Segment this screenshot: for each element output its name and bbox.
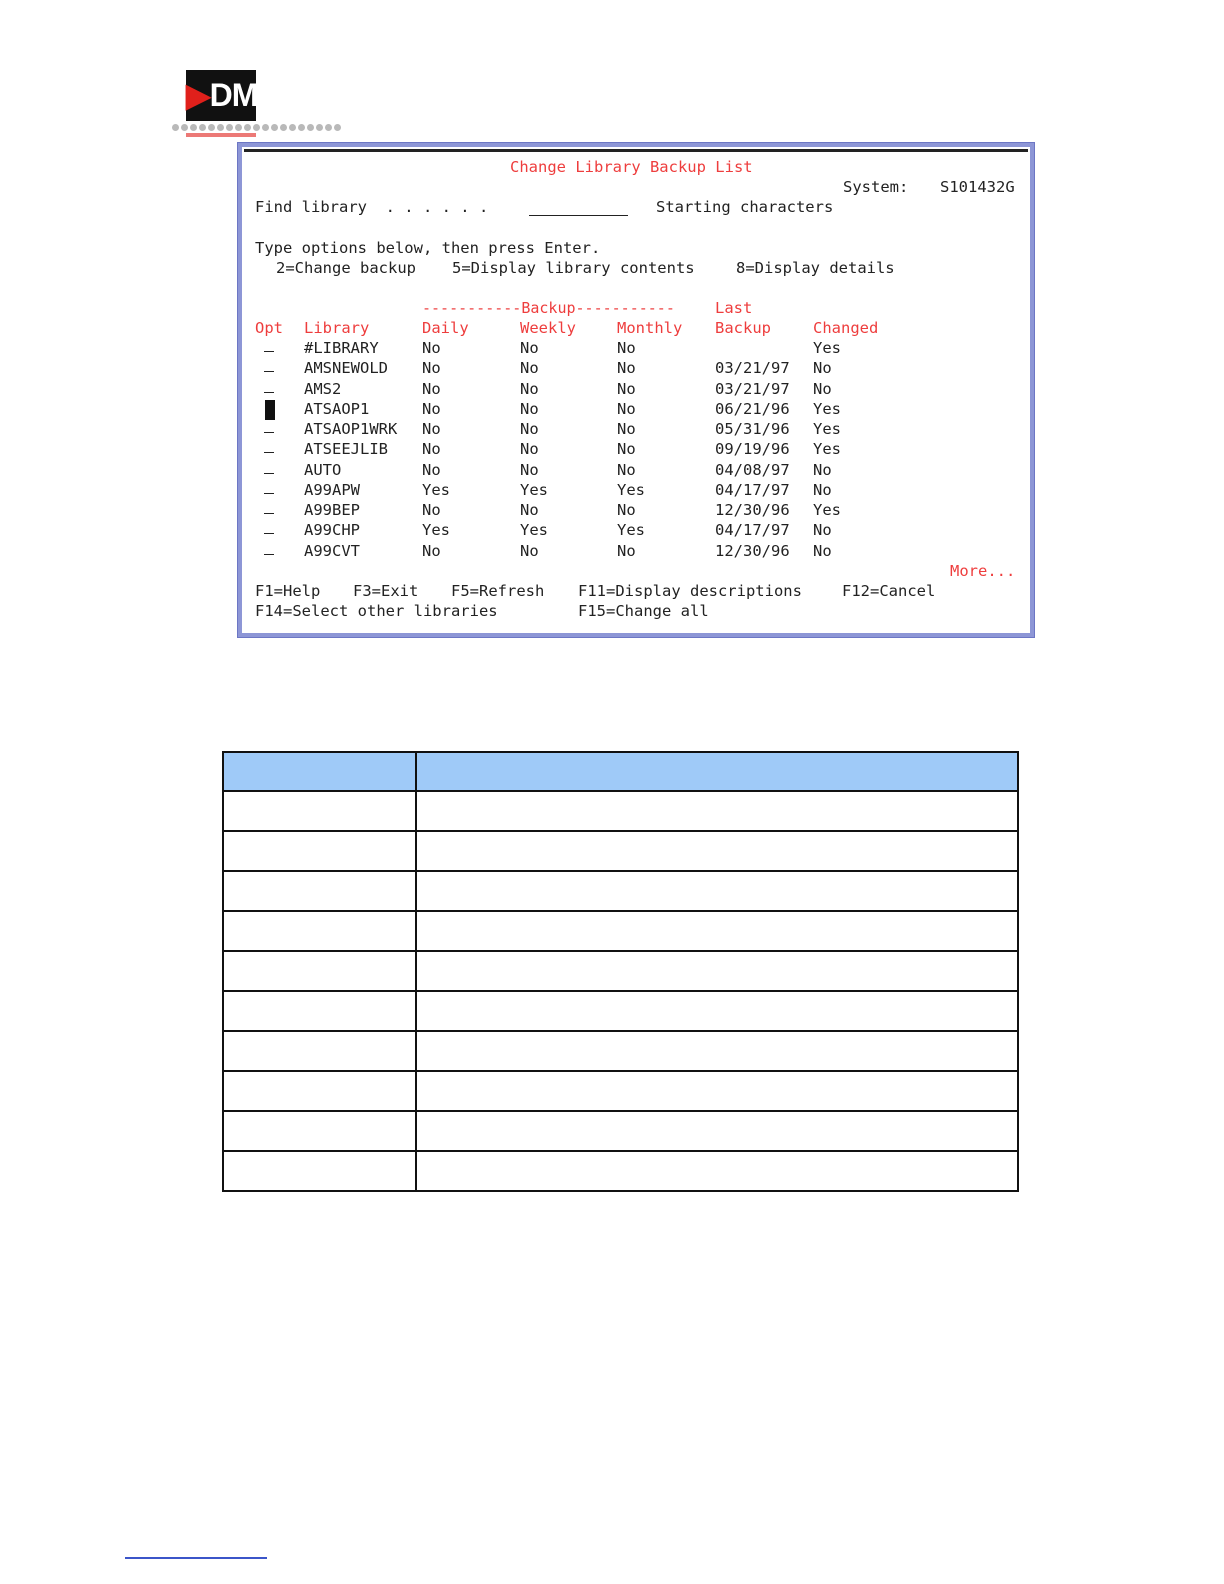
- dms-logo: [172, 70, 342, 140]
- row-weekly: No: [520, 440, 539, 459]
- row-monthly: No: [617, 420, 636, 438]
- row-daily: No: [422, 460, 441, 479]
- row-library: AMSNEWOLD: [304, 359, 388, 378]
- table-header-cell: [223, 752, 416, 791]
- row-last-backup: 12/30/96: [715, 541, 790, 560]
- col-changed: Changed: [813, 319, 879, 337]
- row-monthly: No: [617, 440, 636, 459]
- opt-input[interactable]: [264, 452, 274, 453]
- row-weekly: No: [520, 359, 539, 378]
- row-last-backup: 06/21/96: [715, 399, 790, 418]
- row-changed: Yes: [813, 440, 841, 459]
- col-backup: Backup: [715, 319, 771, 337]
- opt-input[interactable]: [264, 371, 274, 372]
- opt-input[interactable]: [264, 513, 274, 514]
- row-library: A99CVT: [304, 541, 360, 560]
- row-daily: Yes: [422, 480, 450, 499]
- table-header-row: [223, 752, 1018, 791]
- more-indicator: More...: [950, 562, 1016, 580]
- row-monthly: No: [617, 379, 636, 398]
- row-last-backup: 04/17/97: [715, 521, 790, 540]
- row-monthly: No: [617, 460, 636, 479]
- row-weekly: No: [520, 339, 539, 357]
- system-value: S101432G: [940, 178, 1015, 196]
- starting-characters-label: Starting characters: [656, 198, 834, 216]
- table-row: [223, 1111, 1018, 1151]
- row-changed: No: [813, 541, 832, 560]
- table-row: [223, 831, 1018, 871]
- row-weekly: Yes: [520, 521, 548, 540]
- table-row: [223, 791, 1018, 831]
- table-row: [223, 991, 1018, 1031]
- row-monthly: No: [617, 339, 636, 357]
- row-last-backup: 04/08/97: [715, 460, 790, 479]
- row-last-backup: 12/30/96: [715, 501, 790, 519]
- row-changed: No: [813, 521, 832, 540]
- fkey-select-other[interactable]: F14=Select other libraries: [255, 602, 498, 620]
- table-row: [223, 911, 1018, 951]
- find-library-input[interactable]: [529, 215, 628, 216]
- row-changed: No: [813, 480, 832, 499]
- table-row: [223, 1031, 1018, 1071]
- row-daily: No: [422, 359, 441, 378]
- opt-input[interactable]: [264, 392, 274, 393]
- row-daily: No: [422, 399, 441, 418]
- row-changed: Yes: [813, 399, 841, 418]
- opt-input[interactable]: [264, 493, 274, 494]
- screen-title: Change Library Backup List: [510, 158, 753, 176]
- row-daily: Yes: [422, 521, 450, 540]
- fkey-exit[interactable]: F3=Exit: [353, 582, 419, 600]
- row-monthly: No: [617, 399, 636, 418]
- row-monthly: No: [617, 359, 636, 378]
- row-weekly: No: [520, 379, 539, 398]
- table-row: [223, 1151, 1018, 1191]
- instructions-text: Type options below, then press Enter.: [255, 239, 601, 257]
- row-last-backup: 03/21/97: [715, 359, 790, 378]
- row-daily: No: [422, 339, 441, 357]
- option-change-backup: 2=Change backup: [276, 259, 416, 277]
- last-header: Last: [715, 299, 753, 317]
- blank-table: [222, 751, 1019, 1192]
- row-last-backup: 04/17/97: [715, 480, 790, 499]
- row-library: ATSEEJLIB: [304, 440, 388, 459]
- opt-input[interactable]: [264, 473, 274, 474]
- row-monthly: Yes: [617, 521, 645, 540]
- option-display-contents: 5=Display library contents: [452, 259, 695, 277]
- opt-input[interactable]: [264, 533, 274, 534]
- fkey-refresh[interactable]: F5=Refresh: [451, 582, 545, 600]
- col-library: Library: [304, 319, 370, 337]
- table-row: [223, 871, 1018, 911]
- opt-input-cursor[interactable]: [265, 400, 275, 420]
- col-weekly: Weekly: [520, 319, 576, 337]
- opt-input[interactable]: [264, 554, 274, 555]
- row-daily: No: [422, 420, 441, 438]
- row-weekly: No: [520, 420, 539, 438]
- opt-input[interactable]: [264, 432, 274, 433]
- row-last-backup: 05/31/96: [715, 420, 790, 438]
- row-weekly: Yes: [520, 480, 548, 499]
- option-display-details: 8=Display details: [736, 259, 895, 277]
- row-daily: No: [422, 501, 441, 519]
- row-changed: Yes: [813, 339, 841, 357]
- row-library: A99APW: [304, 480, 360, 499]
- logo-mark: ▶DMS: [186, 70, 256, 121]
- backup-group-header: -----------Backup-----------: [422, 299, 675, 317]
- row-monthly: No: [617, 541, 636, 560]
- row-library: ATSAOP1WRK: [304, 420, 398, 438]
- row-weekly: No: [520, 399, 539, 418]
- row-changed: No: [813, 359, 832, 378]
- row-daily: No: [422, 440, 441, 459]
- row-last-backup: 09/19/96: [715, 440, 790, 459]
- row-library: ATSAOP1: [304, 399, 370, 418]
- system-label: System:: [843, 178, 909, 196]
- row-daily: No: [422, 379, 441, 398]
- fkey-change-all[interactable]: F15=Change all: [578, 602, 709, 620]
- row-changed: Yes: [813, 420, 841, 438]
- fkey-cancel[interactable]: F12=Cancel: [842, 582, 936, 600]
- table-row: [223, 1071, 1018, 1111]
- fkey-display-descriptions[interactable]: F11=Display descriptions: [578, 582, 802, 600]
- row-library: AMS2: [304, 379, 342, 398]
- fkey-help[interactable]: F1=Help: [255, 582, 321, 600]
- row-monthly: Yes: [617, 480, 645, 499]
- table-header-cell: [416, 752, 1018, 791]
- find-library-label: Find library . . . . . .: [255, 198, 489, 216]
- col-opt: Opt: [255, 319, 283, 337]
- row-weekly: No: [520, 541, 539, 560]
- row-daily: No: [422, 541, 441, 560]
- row-last-backup: 03/21/97: [715, 379, 790, 398]
- footer-link-line: [125, 1557, 267, 1559]
- row-changed: No: [813, 379, 832, 398]
- logo-tagline-mark: [186, 133, 256, 137]
- row-weekly: No: [520, 460, 539, 479]
- row-changed: No: [813, 460, 832, 479]
- col-daily: Daily: [422, 319, 469, 337]
- terminal-screen: [238, 143, 1034, 637]
- row-library: #LIBRARY: [304, 339, 379, 357]
- row-library: A99BEP: [304, 501, 360, 519]
- opt-input[interactable]: [264, 351, 274, 352]
- col-monthly: Monthly: [617, 319, 683, 337]
- row-weekly: No: [520, 501, 539, 519]
- table-row: [223, 951, 1018, 991]
- row-library: A99CHP: [304, 521, 360, 540]
- row-monthly: No: [617, 501, 636, 519]
- row-library: AUTO: [304, 460, 342, 479]
- row-changed: Yes: [813, 501, 841, 519]
